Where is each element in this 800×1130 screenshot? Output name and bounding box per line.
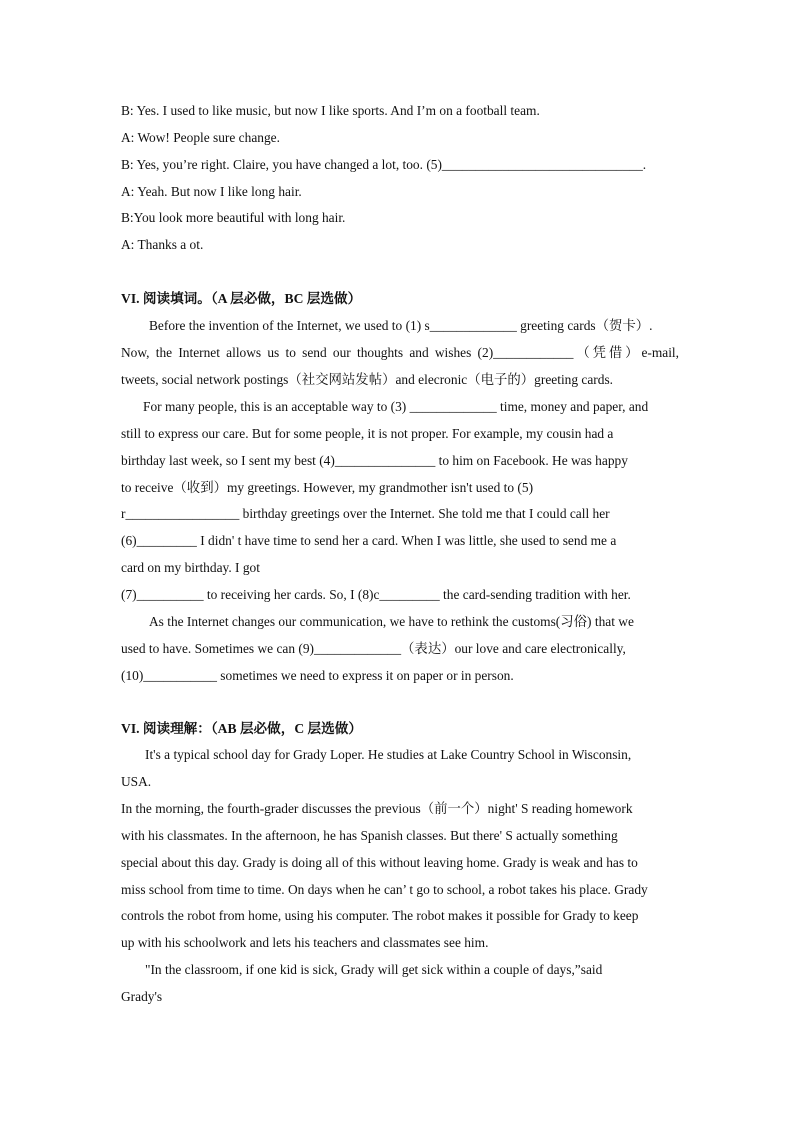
paragraph-line: For many people, this is an acceptable way to (3) _____________ time, money and paper, and <box>143 399 649 414</box>
dialogue-line: A: Thanks a ot. <box>121 237 204 252</box>
paragraph-line: As the Internet changes our communication, we have to rethink the customs(习俗) that we <box>149 614 634 629</box>
paragraph-line: (7)__________ to receiving her cards. So, I (8)c_________ the card-sending tradition with her. <box>121 587 631 602</box>
paragraph-line: card on my birthday. I got <box>121 560 260 575</box>
paragraph-line: (6)_________ I didn' t have time to send her a card. When I was little, she used to send me a <box>121 533 617 548</box>
paragraph-line: r_________________ birthday greetings over the Internet. She told me that I could call her <box>121 506 610 521</box>
paragraph-line: (10)___________ sometimes we need to express it on paper or in person. <box>121 668 514 683</box>
paragraph-line: Grady's <box>121 989 163 1004</box>
paragraph-line: up with his schoolwork and lets his teachers and classmates see him. <box>121 935 489 950</box>
paragraph-line: birthday last week, so I sent my best (4)_______________ to him on Facebook. He was happy <box>121 453 628 468</box>
paragraph-line: tweets, social network postings（社交网站发帖）and elecronic（电子的）greeting cards. <box>121 372 614 387</box>
dialogue-line: B:You look more beautiful with long hair. <box>121 210 346 225</box>
paragraph-line: with his classmates. In the afternoon, he has Spanish classes. But there' S actually something <box>121 828 618 843</box>
paragraph-line: still to express our care. But for some people, it is not proper. For example, my cousin had a <box>121 426 614 441</box>
paragraph-line: It's a typical school day for Grady Loper. He studies at Lake Country School in Wisconsin, <box>145 747 632 762</box>
paragraph-line: Before the invention of the Internet, we used to (1) s_____________ greeting cards（贺卡）. <box>149 318 653 333</box>
dialogue-line: A: Wow! People sure change. <box>121 130 280 145</box>
paragraph-line: Now, the Internet allows us to send our thoughts and wishes (2)____________（凭借）e-mail, <box>121 345 679 360</box>
paragraph-line: "In the classroom, if one kid is sick, Grady will get sick within a couple of days,”said <box>145 962 603 977</box>
section-heading-reading: VI. 阅读理解：（AB 层必做，C 层选做） <box>121 721 362 736</box>
paragraph-line: to receive（收到）my greetings. However, my grandmother isn't used to (5) <box>121 480 534 495</box>
paragraph-line: In the morning, the fourth-grader discusses the previous（前一个）night' S reading homework <box>121 801 633 816</box>
dialogue-line: B: Yes, you’re right. Claire, you have changed a lot, too. (5)______________________________. <box>121 157 647 172</box>
paragraph-line: miss school from time to time. On days when he can’ t go to school, a robot takes his place. Grady <box>121 882 648 897</box>
section-heading-cloze: VI. 阅读填词。（A 层必做，BC 层选做） <box>121 291 362 306</box>
paragraph-line: USA. <box>121 774 152 789</box>
paragraph-line: special about this day. Grady is doing all of this without leaving home. Grady is weak and has to <box>121 855 638 870</box>
dialogue-line: B: Yes. I used to like music, but now I like sports. And I’m on a football team. <box>121 103 540 118</box>
dialogue-line: A: Yeah. But now I like long hair. <box>121 184 302 199</box>
paragraph-line: used to have. Sometimes we can (9)_____________（表达）our love and care electronically, <box>121 641 626 656</box>
paragraph-line: controls the robot from home, using his computer. The robot makes it possible for Grady to keep <box>121 908 639 923</box>
